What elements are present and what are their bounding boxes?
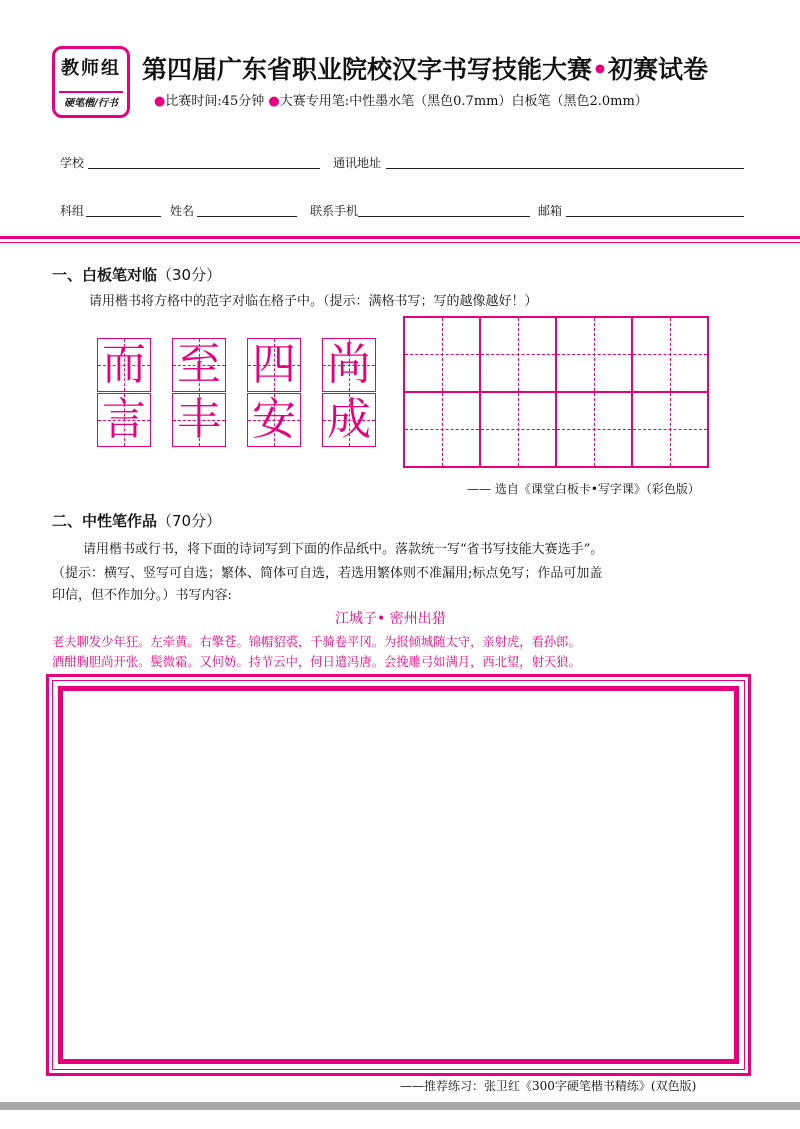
section1-source: —— 选自《课堂白板卡•写字课》（彩色版） (467, 482, 700, 496)
model-char: 而 (102, 339, 146, 390)
address-field[interactable] (386, 168, 744, 169)
info-dot-2: ● (268, 94, 280, 109)
practice-cell[interactable] (632, 317, 708, 392)
model-char: 丰 (177, 394, 221, 445)
title-main: 第四届广东省职业院校汉字书写技能大赛 (142, 55, 593, 84)
header-divider-thick (0, 236, 800, 239)
practice-cell[interactable] (404, 392, 480, 467)
section2-instruction-2: （提示：横写、竖写可自选；繁体、简体可自选，若选用繁体则不准漏用;标点免写；作品可加盖 (52, 566, 603, 581)
model-char-box (97, 393, 151, 447)
section1-heading: 一、白板笔对临 (52, 266, 158, 284)
model-char: 言 (102, 394, 146, 445)
footer-bar (0, 1102, 800, 1110)
model-char-box (172, 338, 226, 392)
work-paper[interactable] (58, 686, 739, 1064)
practice-cell[interactable] (632, 392, 708, 467)
badge-style-label: 硬笔楷/行书 (64, 98, 118, 109)
phone-field[interactable] (358, 216, 530, 217)
model-char-box (97, 338, 151, 392)
model-char-box (247, 338, 301, 392)
practice-cell[interactable] (404, 317, 480, 392)
name-field[interactable] (197, 216, 297, 217)
poem-line-1: 老夫聊发少年狂。左牵黄。右擎苍。锦帽貂裘，千骑卷平冈。为报倾城随太守，亲射虎，看孙郎。 (52, 635, 581, 649)
poem-line-2: 酒酣胸胆尚开张。鬓微霜。又何妨。持节云中，何日遣冯唐。会挽雕弓如满月，西北望，射天狼。 (52, 655, 581, 669)
section2-title (52, 510, 221, 531)
section1-instruction: 请用楷书将方格中的范字对临在格子中。（提示：满格书写；写的越像越好！） (89, 294, 538, 309)
school-label: 学校 (60, 156, 85, 170)
name-label: 姓名 (170, 204, 195, 218)
cell-guide-horizontal (481, 354, 555, 355)
subject-group-field[interactable] (86, 216, 161, 217)
model-char: 成 (327, 394, 371, 445)
footer-recommendation: ——推荐练习：张卫红《300字硬笔楷书精练》(双色版) (400, 1079, 697, 1093)
model-char-box (172, 393, 226, 447)
practice-cell[interactable] (556, 392, 632, 467)
model-char-box (322, 338, 376, 392)
title-dot: • (592, 55, 608, 84)
section1-title (52, 264, 221, 285)
model-char: 至 (177, 339, 221, 390)
email-field[interactable] (566, 216, 744, 217)
section2-heading: 二、中性笔作品 (52, 512, 158, 530)
section2-points: （70分） (157, 512, 222, 530)
info-time: 比赛时间:45分钟 (165, 94, 265, 109)
cell-guide-horizontal (405, 354, 479, 355)
cell-guide-horizontal (557, 429, 631, 430)
info-dot-1: ● (154, 94, 166, 109)
email-label: 邮箱 (538, 204, 563, 218)
phone-label: 联系手机 (310, 204, 359, 218)
cell-guide-horizontal (405, 429, 479, 430)
badge-group-label: 教师组 (61, 58, 121, 79)
section2-instruction-3: 印信，但不作加分。）书写内容: (52, 588, 232, 603)
exam-info (154, 90, 774, 109)
cell-guide-horizontal (557, 354, 631, 355)
model-char: 安 (252, 394, 296, 445)
cell-guide-horizontal (481, 429, 555, 430)
title-sub: 初赛试卷 (608, 55, 709, 84)
model-char: 四 (252, 339, 296, 390)
practice-cell[interactable] (556, 317, 632, 392)
page-title (142, 50, 782, 86)
section2-instruction-1: 请用楷书或行书，将下面的诗词写到下面的作品纸中。落款统一写“省书写技能大赛选手”。 (83, 542, 604, 557)
poem-title: 江城子• 密州出猎 (335, 611, 446, 627)
cell-guide-horizontal (633, 354, 707, 355)
cell-guide-horizontal (633, 429, 707, 430)
address-label: 通讯地址 (333, 156, 382, 170)
header-divider-thin (0, 242, 800, 243)
practice-grid[interactable] (403, 316, 709, 468)
practice-cell[interactable] (480, 392, 556, 467)
section1-points: （30分） (157, 266, 222, 284)
model-char: 尚 (327, 339, 371, 390)
school-field[interactable] (88, 168, 320, 169)
model-char-box (247, 393, 301, 447)
model-char-box (322, 393, 376, 447)
practice-cell[interactable] (480, 317, 556, 392)
info-pen: 大赛专用笔:中性墨水笔（黑色0.7mm）白板笔（黑色2.0mm） (279, 94, 648, 109)
subject-group-label: 科组 (60, 204, 85, 218)
group-badge (52, 46, 130, 118)
